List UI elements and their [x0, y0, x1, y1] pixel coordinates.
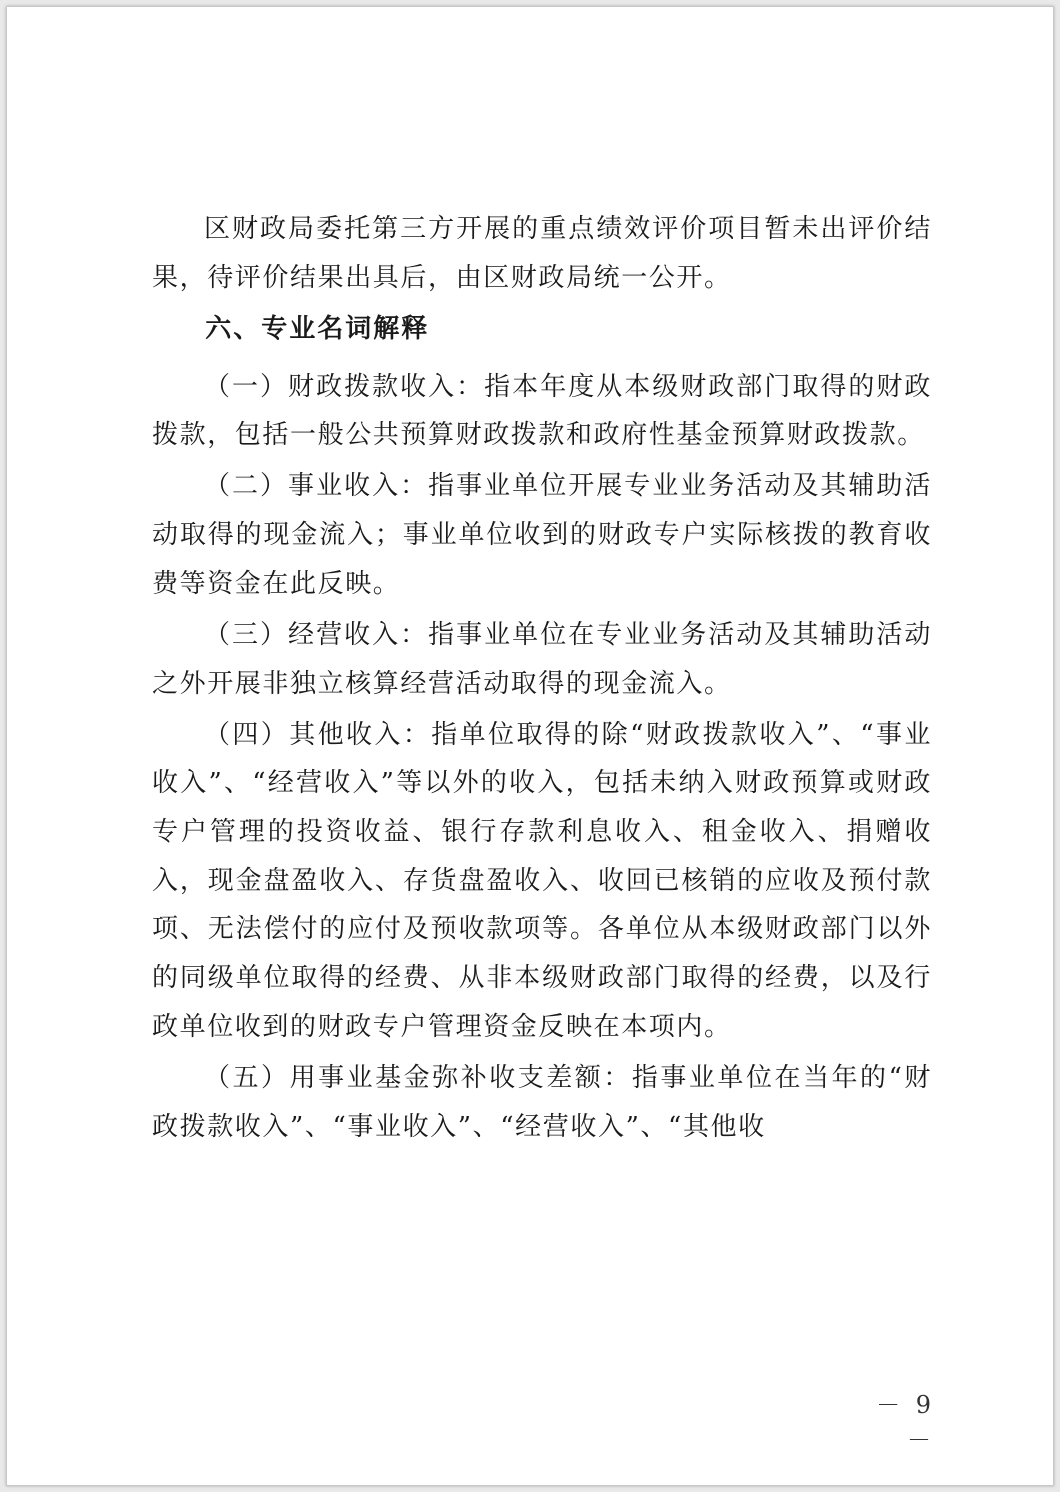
page-number: － 9 －: [876, 1391, 935, 1454]
paragraph-business-income: （二）事业收入：指事业单位开展专业业务活动及其辅助活动取得的现金流入；事业单位收到的财政专户实际核拨的教育收费等资金在此反映。: [152, 471, 932, 599]
document-page: [6, 6, 1054, 1486]
section-heading-terms: 六、专业名词解释: [205, 313, 430, 344]
paragraph-operating-income: （三）经营收入：指事业单位在专业业务活动及其辅助活动之外开展非独立核算经营活动取得的现金流入。: [152, 619, 932, 699]
paragraph-evaluation-results: 区财政局委托第三方开展的重点绩效评价项目暂未出评价结果，待评价结果出具后，由区财政局统一公开。: [152, 214, 932, 293]
document-body: [152, 205, 932, 1154]
paragraph-other-income: （四）其他收入：指单位取得的除“财政拨款收入”、“事业收入”、“经营收入”等以外的收入，包括未纳入财政预算或财政专户管理的投资收益、银行存款利息收入、租金收入、捐赠收入，现金盘盈收入、存货盘盈收入、收回已核销的应收及预付款项、无法偿付的应付及预收款项等。各单位从本级财政部门以外的同级单位取得的经费、从非本级财政部门取得的经费，以及行政单位收到的财政专户管理资金反映在本项内。: [152, 719, 932, 1042]
paragraph-fiscal-appropriation-income: （一）财政拨款收入：指本年度从本级财政部门取得的财政拨款，包括一般公共预算财政拨款和政府性基金预算财政拨款。: [152, 371, 932, 451]
paragraph-business-fund-offset: （五）用事业基金弥补收支差额：指事业单位在当年的“财政拨款收入”、“事业收入”、“经营收入”、“其他收: [152, 1062, 932, 1142]
